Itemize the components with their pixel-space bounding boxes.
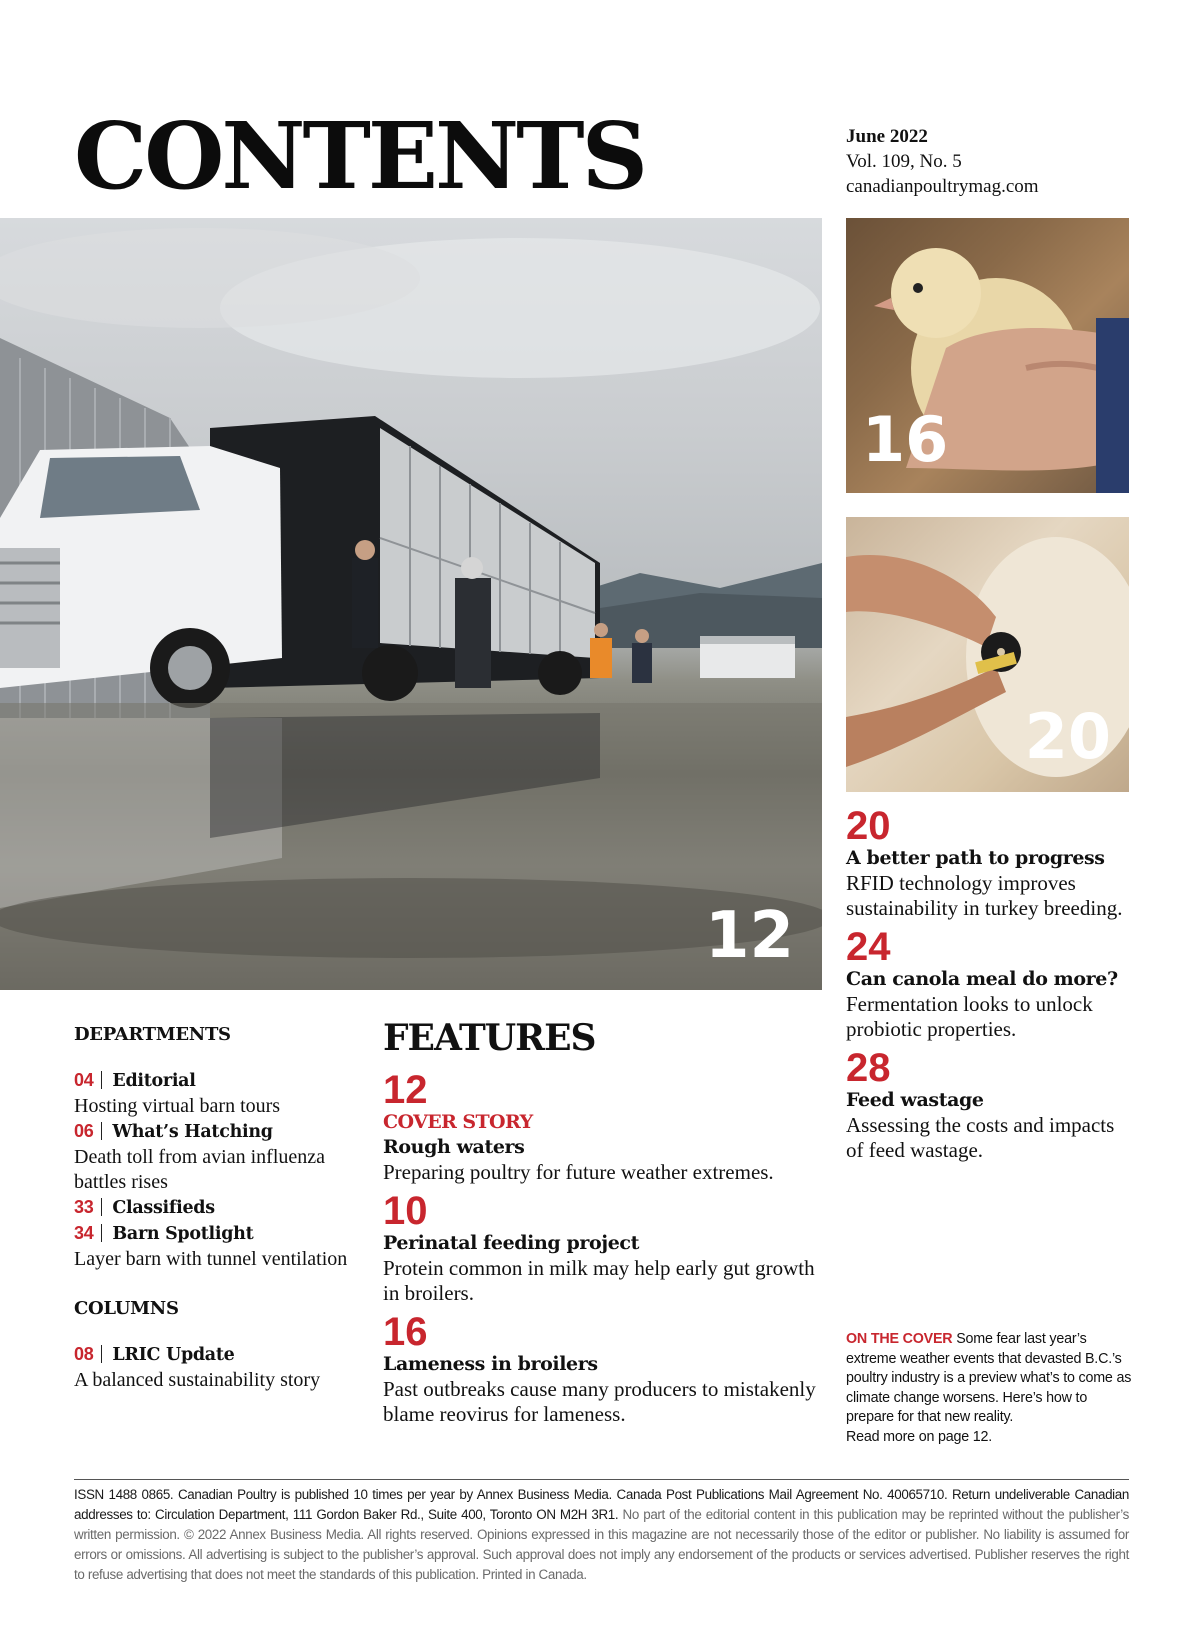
department-title: Editorial (112, 1071, 196, 1091)
on-the-cover-text: Some fear last year’s extreme weather events that devasted B.C.’s poultry industry is a preview what’s to come as climate change worsens. Here’s how to prepare for that new reality. (846, 1331, 1132, 1425)
department-page-number: 04 (74, 1070, 94, 1090)
list-item[interactable] (74, 1342, 374, 1393)
cover-story-kicker: COVER STORY (383, 1111, 533, 1133)
department-page-number: 33 (74, 1197, 94, 1217)
feature-page-number: 20 (846, 804, 891, 848)
page-title: CONTENTS (74, 102, 646, 210)
features-heading: FEATURES (383, 1017, 596, 1059)
footer-disclaimer: No part of the editorial content in this publication may be reprinted without the publisher’s written permission. © 2022 Annex Business Media. All rights reserved. Opinions expressed in this magazine are not necessarily those of the editor or publisher. No liability is assumed for errors or omissions. All advertising is subject to the publisher’s approval. Such approval does not imply any endorsement of the products or services advertised. Publisher reserves the right to refuse advertising that does not meet the standards of this publication. Printed in Canada. (74, 1507, 1129, 1582)
feature-title: Lameness in broilers (383, 1353, 598, 1375)
feature-page-number: 12 (383, 1068, 428, 1112)
list-item[interactable] (74, 1068, 374, 1119)
departments-heading: DEPARTMENTS (74, 1024, 231, 1045)
thumbnail-rfid-page-number: 20 (1024, 700, 1111, 773)
list-item[interactable] (846, 927, 1136, 1042)
feature-description: Past outbreaks cause many producers to mistakenly blame reovirus for lameness. (383, 1377, 816, 1426)
department-title: Barn Spotlight (112, 1224, 254, 1244)
on-the-cover-note (846, 1330, 1136, 1447)
department-row (74, 1068, 374, 1094)
department-page-number: 34 (74, 1223, 94, 1243)
divider (101, 1071, 102, 1089)
thumbnail-chick[interactable] (846, 218, 1129, 493)
department-title: What’s Hatching (112, 1122, 273, 1142)
list-item[interactable] (383, 1070, 833, 1185)
feature-title: Perinatal feeding project (383, 1232, 639, 1254)
issue-info (846, 124, 1039, 199)
footer-publication-info: ISSN 1488 0865. Canadian Poultry is published 10 times per year by Annex Business Media. Canada Post Publications Mail Agreement No. 40065710. (74, 1487, 948, 1502)
feature-page-number: 24 (846, 925, 891, 969)
list-item[interactable] (74, 1119, 374, 1195)
thumbnail-rfid-tag[interactable] (846, 517, 1129, 792)
list-item[interactable] (846, 806, 1136, 921)
feature-description: Protein common in milk may help early gut growth in broilers. (383, 1256, 815, 1305)
feature-page-number: 10 (383, 1189, 428, 1233)
departments-section (74, 1024, 374, 1393)
website-link[interactable]: canadianpoultrymag.com (846, 176, 1039, 197)
hero-image[interactable] (0, 218, 822, 990)
list-item[interactable] (846, 1048, 1136, 1163)
department-description: Layer barn with tunnel ventilation (74, 1248, 348, 1270)
right-feature-list (846, 806, 1136, 1169)
list-item[interactable] (383, 1191, 833, 1306)
department-row (74, 1195, 374, 1221)
hero-illustration (0, 218, 822, 990)
hero-page-number: 12 (704, 899, 794, 973)
department-page-number: 06 (74, 1121, 94, 1141)
department-title: Classifieds (112, 1198, 215, 1218)
divider (101, 1345, 102, 1363)
feature-title: Feed wastage (846, 1089, 984, 1111)
divider (101, 1122, 102, 1140)
features-section (383, 1017, 833, 1433)
department-row (74, 1221, 374, 1247)
list-item[interactable] (74, 1221, 374, 1272)
feature-description: Preparing poultry for future weather extremes. (383, 1160, 774, 1184)
department-description: Death toll from avian influenza battles rises (74, 1146, 326, 1193)
thumbnail-chick-page-number: 16 (862, 403, 949, 476)
feature-title: Can canola meal do more? (846, 968, 1118, 990)
footer-return-address: Return undeliverable Canadian addresses to: Circulation Department, 111 Gordon Baker Rd., Suite 400, Toronto ON M2H 3R1. (74, 1487, 1130, 1522)
feature-description: Assessing the costs and impacts of feed wastage. (846, 1113, 1115, 1162)
feature-title: Rough waters (383, 1136, 525, 1158)
issue-volume: Vol. 109, No. 5 (846, 151, 962, 172)
column-title: LRIC Update (112, 1345, 235, 1365)
department-description: Hosting virtual barn tours (74, 1095, 281, 1117)
feature-page-number: 28 (846, 1046, 891, 1090)
feature-title: A better path to progress (846, 847, 1105, 869)
feature-description: RFID technology improves sustainability in turkey breeding. (846, 871, 1123, 920)
column-row (74, 1342, 374, 1368)
column-page-number: 08 (74, 1344, 94, 1364)
department-row (74, 1119, 374, 1145)
columns-heading: COLUMNS (74, 1298, 179, 1319)
column-description: A balanced sustainability story (74, 1369, 321, 1391)
footer-divider (74, 1479, 1129, 1480)
footer-legal (74, 1485, 1129, 1585)
feature-page-number: 16 (383, 1310, 428, 1354)
read-more-link[interactable]: Read more on page 12. (846, 1428, 993, 1445)
divider (101, 1224, 102, 1242)
issue-date: June 2022 (846, 126, 928, 147)
on-the-cover-label: ON THE COVER (846, 1331, 953, 1347)
divider (101, 1198, 102, 1216)
list-item[interactable] (383, 1312, 833, 1427)
list-item[interactable] (74, 1195, 374, 1221)
feature-description: Fermentation looks to unlock probiotic properties. (846, 992, 1093, 1041)
